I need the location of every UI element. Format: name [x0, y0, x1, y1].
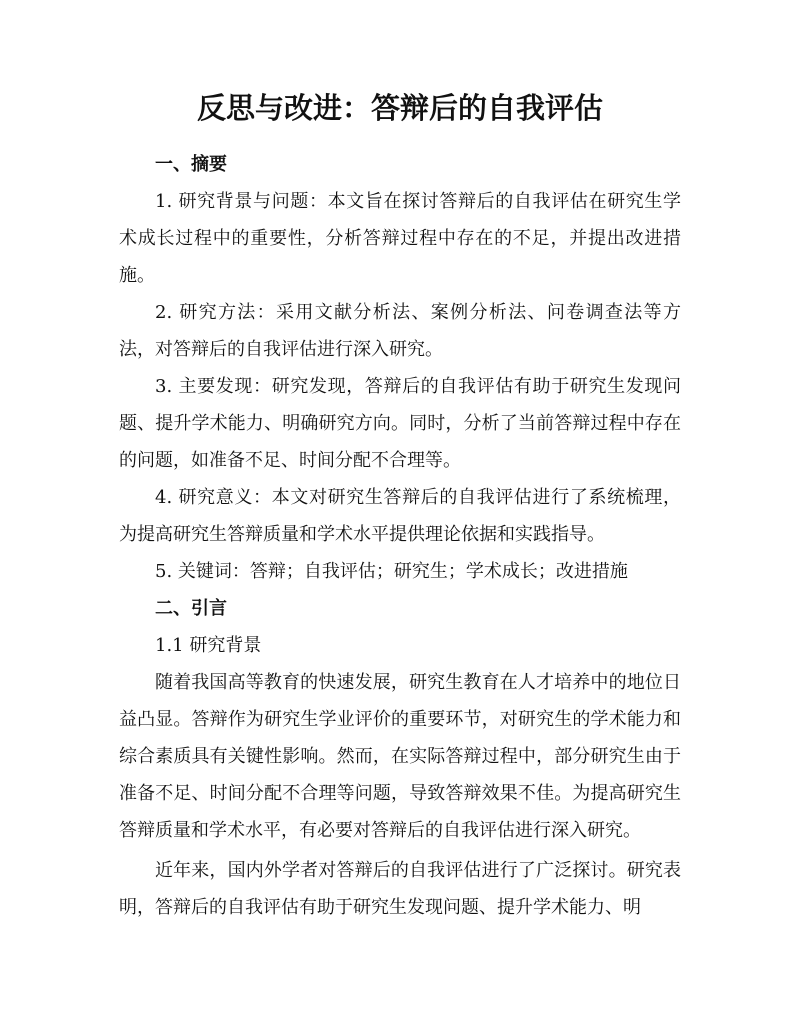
- abstract-item-2: 2. 研究方法：采用文献分析法、案例分析法、问卷调查法等方法，对答辩后的自我评估进行深入研究。: [119, 302, 681, 360]
- abstract-item-4: 4. 研究意义：本文对研究生答辩后的自我评估进行了系统梳理，为提高研究生答辩质量和学术水平提供理论依据和实践指导。: [119, 487, 681, 545]
- intro-paragraph-1: 随着我国高等教育的快速发展，研究生教育在人才培养中的地位日益凸显。答辩作为研究生学业评价的重要环节，对研究生的学术能力和综合素质具有关键性影响。然而，在实际答辩过程中，部分研究生由于准备不足、时间分配不合理等问题，导致答辩效果不佳。为提高研究生答辩质量和学术水平，有必要对答辩后的自我评估进行深入研究。: [119, 672, 681, 841]
- document-body: [119, 146, 681, 926]
- abstract-item-5: 5. 关键词：答辩；自我评估；研究生；学术成长；改进措施: [155, 561, 628, 582]
- section-heading-abstract: 一、摘要: [155, 154, 227, 175]
- subsection-heading-background: 1.1 研究背景: [155, 635, 262, 656]
- abstract-item-3: 3. 主要发现：研究发现，答辩后的自我评估有助于研究生发现问题、提升学术能力、明确研究方向。同时，分析了当前答辩过程中存在的问题，如准备不足、时间分配不合理等。: [119, 376, 681, 471]
- abstract-item-1: 1. 研究背景与问题：本文旨在探讨答辩后的自我评估在研究生学术成长过程中的重要性，分析答辩过程中存在的不足，并提出改进措施。: [119, 191, 681, 286]
- intro-paragraph-2: 近年来，国内外学者对答辩后的自我评估进行了广泛探讨。研究表明，答辩后的自我评估有助于研究生发现问题、提升学术能力、明: [119, 860, 681, 918]
- document-title: 反思与改进：答辩后的自我评估: [196, 91, 603, 125]
- section-heading-intro: 二、引言: [155, 598, 227, 619]
